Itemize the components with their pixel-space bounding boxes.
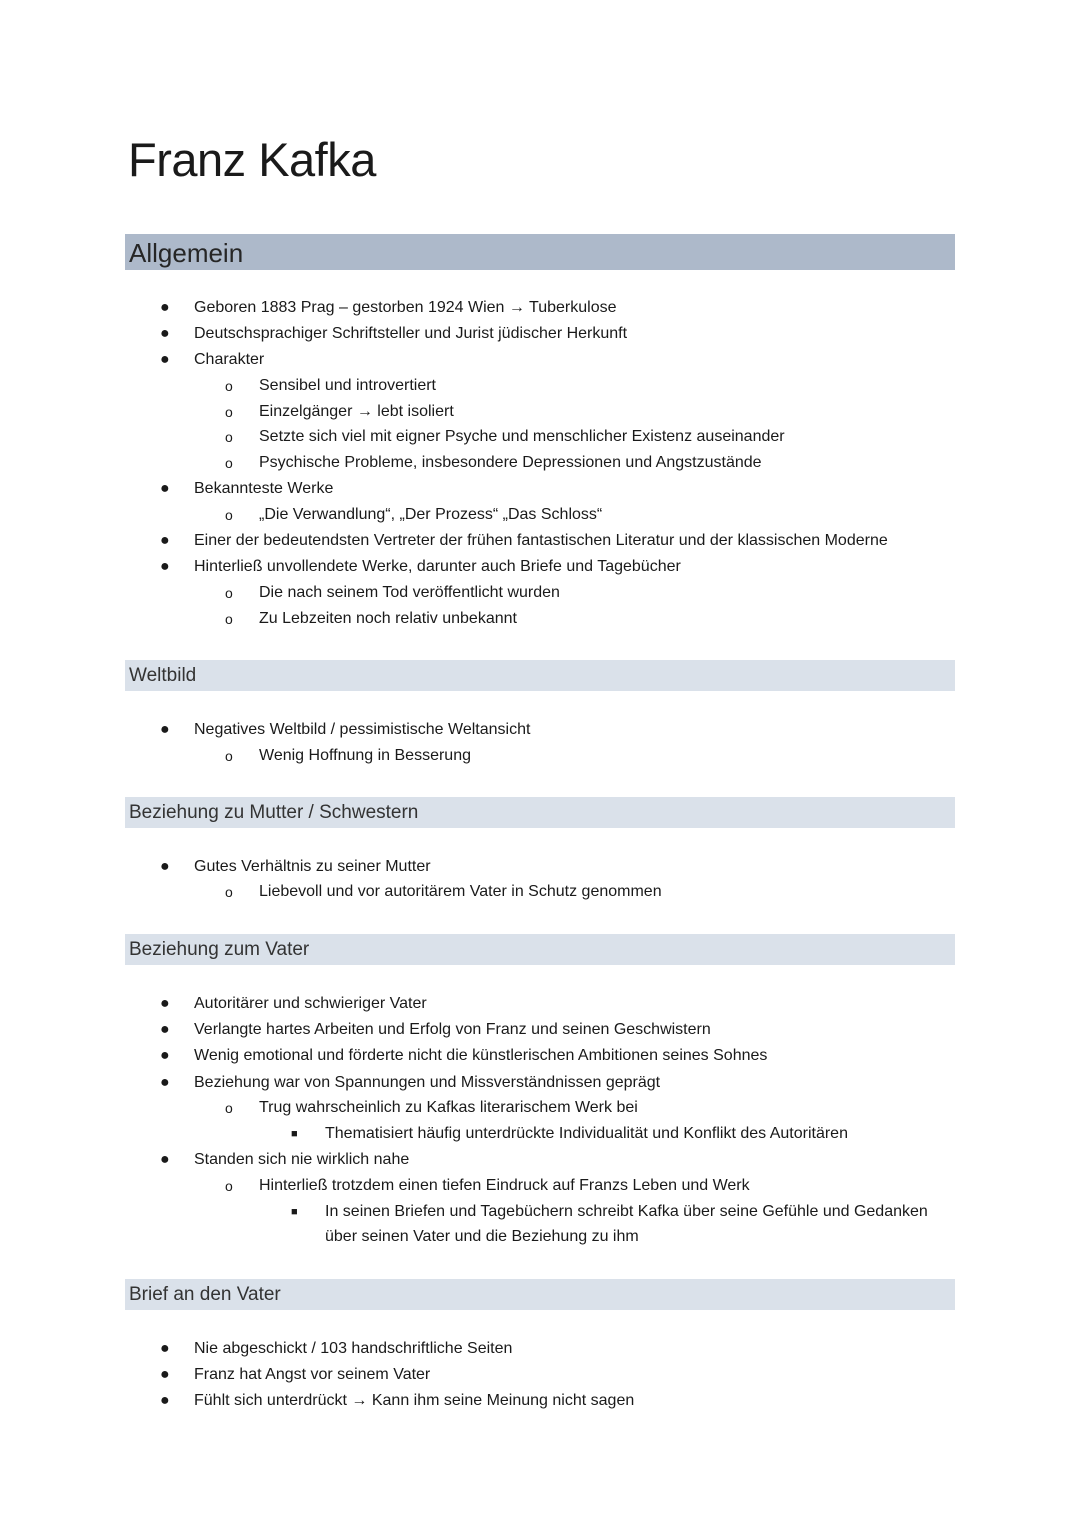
bullet-marker: ● (160, 1074, 170, 1091)
square-marker: ■ (291, 1128, 298, 1140)
circle-marker: o (225, 1178, 233, 1194)
circle-marker: o (225, 748, 233, 764)
bullet-marker: ● (160, 1021, 170, 1038)
list-item: ● Fühlt sich unterdrückt → Kann ihm seine Meinung nicht sagen (160, 1392, 635, 1409)
section-heading-weltbild: Weltbild (125, 660, 955, 691)
list-item: ■ Thematisiert häufig unterdrückte Individualität und Konflikt des Autoritären (291, 1125, 848, 1142)
list-item: ● Franz hat Angst vor seinem Vater (160, 1366, 431, 1383)
bullet-marker: ● (160, 858, 170, 875)
list-item: ● Negatives Weltbild / pessimistische Weltansicht (160, 721, 531, 738)
bullet-marker: ● (160, 480, 170, 497)
list-item: ● Beziehung war von Spannungen und Missverständnissen geprägt (160, 1074, 661, 1091)
list-item: o Setzte sich viel mit eigner Psyche und menschlicher Existenz auseinander (225, 428, 785, 445)
bullet-marker: ● (160, 351, 170, 368)
circle-marker: o (225, 1100, 233, 1116)
list-item-continuation: über seinen Vater und die Beziehung zu ihm (325, 1228, 639, 1245)
bullet-marker: ● (160, 1047, 170, 1064)
list-item: ● Wenig emotional und förderte nicht die künstlerischen Ambitionen seines Sohnes (160, 1047, 768, 1064)
section-heading-allgemein: Allgemein (125, 234, 955, 270)
bullet-marker: ● (160, 1151, 170, 1168)
section-heading-brief: Brief an den Vater (125, 1279, 955, 1310)
list-item: o Sensibel und introvertiert (225, 377, 436, 394)
bullet-marker: ● (160, 995, 170, 1012)
list-item: o Hinterließ trotzdem einen tiefen Eindruck auf Franzs Leben und Werk (225, 1177, 750, 1194)
list-item: ● Nie abgeschickt / 103 handschriftliche Seiten (160, 1340, 513, 1357)
list-item: o Einzelgänger → lebt isoliert (225, 403, 454, 420)
list-item: ● Autoritärer und schwieriger Vater (160, 995, 427, 1012)
list-item: o Die nach seinem Tod veröffentlicht wurden (225, 584, 560, 601)
list-item: ● Einer der bedeutendsten Vertreter der frühen fantastischen Literatur und der klassischen Moderne (160, 532, 888, 549)
circle-marker: o (225, 585, 233, 601)
list-item: ● Deutschsprachiger Schriftsteller und Jurist jüdischer Herkunft (160, 325, 628, 342)
circle-marker: o (225, 429, 233, 445)
section-heading-mutter: Beziehung zu Mutter / Schwestern (125, 797, 955, 828)
bullet-marker: ● (160, 1340, 170, 1357)
bullet-marker: ● (160, 1366, 170, 1383)
circle-marker: o (225, 611, 233, 627)
list-item: ● Verlangte hartes Arbeiten und Erfolg von Franz und seinen Geschwistern (160, 1021, 711, 1038)
page-title: Franz Kafka (128, 133, 376, 186)
list-item: ■ In seinen Briefen und Tagebüchern schreibt Kafka über seine Gefühle und Gedanken (291, 1203, 928, 1220)
bullet-marker: ● (160, 721, 170, 738)
list-item: ● Bekannteste Werke (160, 480, 334, 497)
bullet-marker: ● (160, 325, 170, 342)
list-item: o „Die Verwandlung“, „Der Prozess“ „Das Schloss“ (225, 506, 603, 523)
list-item: ● Charakter (160, 351, 265, 368)
list-item: o Wenig Hoffnung in Besserung (225, 747, 471, 764)
circle-marker: o (225, 378, 233, 394)
list-item: ● Hinterließ unvollendete Werke, darunter auch Briefe und Tagebücher (160, 558, 681, 575)
list-item: o Trug wahrscheinlich zu Kafkas literarischem Werk bei (225, 1099, 638, 1116)
list-item: ● Gutes Verhältnis zu seiner Mutter (160, 858, 431, 875)
list-item: o Liebevoll und vor autoritärem Vater in Schutz genommen (225, 883, 662, 900)
bullet-marker: ● (160, 299, 170, 316)
list-item: ● Standen sich nie wirklich nahe (160, 1151, 410, 1168)
bullet-marker: ● (160, 1392, 170, 1409)
circle-marker: o (225, 404, 233, 420)
list-item: o Zu Lebzeiten noch relativ unbekannt (225, 610, 517, 627)
bullet-marker: ● (160, 532, 170, 549)
bullet-marker: ● (160, 558, 170, 575)
square-marker: ■ (291, 1206, 298, 1218)
list-item: ● Geboren 1883 Prag – gestorben 1924 Wien → Tuberkulose (160, 299, 617, 316)
list-item: o Psychische Probleme, insbesondere Depressionen und Angstzustände (225, 454, 762, 471)
circle-marker: o (225, 507, 233, 523)
circle-marker: o (225, 884, 233, 900)
circle-marker: o (225, 455, 233, 471)
section-heading-vater: Beziehung zum Vater (125, 934, 955, 965)
